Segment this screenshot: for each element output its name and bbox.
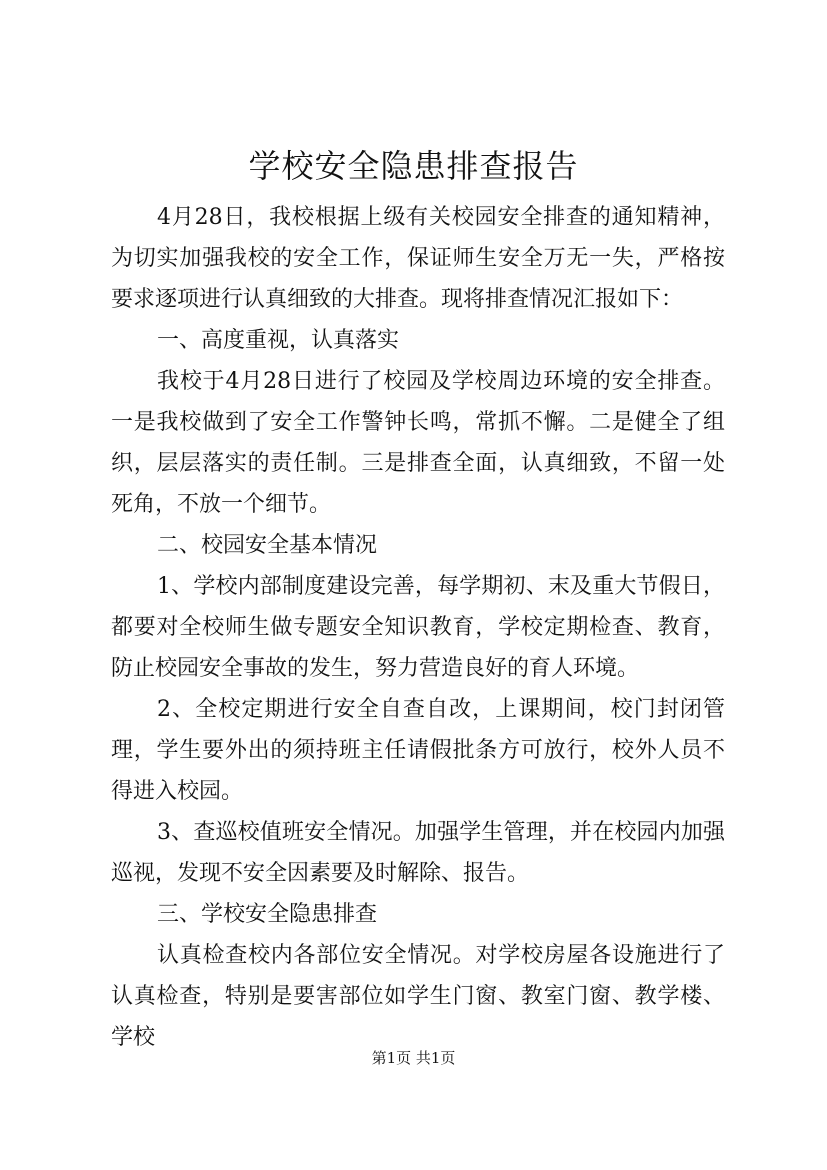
document-title: 学校安全隐患排查报告 [248,147,579,185]
paragraph-intro: 4月28日，我校根据上级有关校园安全排查的通知精神，为切实加强我校的安全工作，保证师生安全万无一失，严格按要求逐项进行认真细致的大排查。现将排查情况汇报如下： [111,205,725,312]
paragraph-section-3: 认真检查校内各部位安全情况。对学校房屋各设施进行了认真检查，特别是要害部位如学生门窗、教室门窗、教学楼、学校 [111,943,725,1050]
page-footer: 第1页 共1页 [371,1049,456,1067]
paragraph-item-1: 1、学校内部制度建设完善，每学期初、末及重大节假日，都要对全校师生做专题安全知识教育，学校定期检查、教育，防止校园安全事故的发生，努力营造良好的育人环境。 [111,574,725,681]
section-heading-3: 三、学校安全隐患排查 [157,902,378,927]
paragraph-item-2: 2、全校定期进行安全自查自改，上课期间，校门封闭管理，学生要外出的须持班主任请假批条方可放行，校外人员不得进入校园。 [111,697,725,804]
paragraph-section-1: 我校于4月28日进行了校园及学校周边环境的安全排查。一是我校做到了安全工作警钟长鸣，常抓不懈。二是健全了组织，层层落实的责任制。三是排查全面，认真细致，不留一处死角，不放一个细节。 [111,369,725,517]
document-body [111,197,725,1058]
paragraph-item-3: 3、查巡校值班安全情况。加强学生管理，并在校园内加强巡视，发现不安全因素要及时解除、报告。 [111,820,725,886]
section-heading-1: 一、高度重视，认真落实 [157,328,400,353]
section-heading-2: 二、校园安全基本情况 [157,533,378,558]
